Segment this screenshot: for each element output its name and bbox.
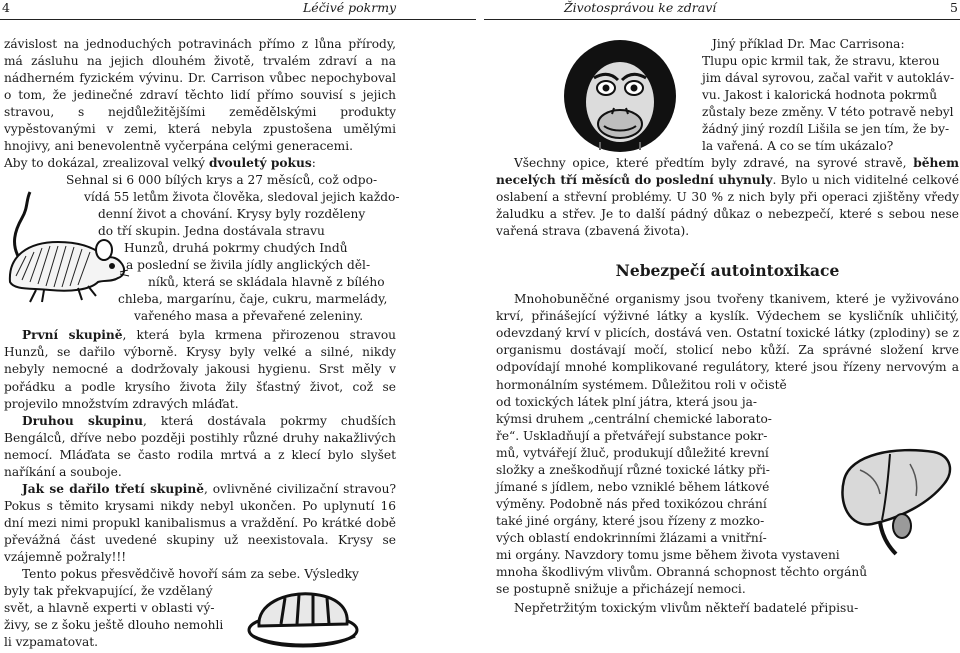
- header-rule: [0, 19, 476, 20]
- page-number: 5: [950, 0, 958, 15]
- text-line: Sehnal si 6 000 bílých krys a 27 měsíců, což odpo-: [66, 173, 378, 188]
- paragraph: [4, 481, 396, 566]
- header-rule: [484, 19, 960, 20]
- text-line: níků, která se skládala hlavně z bílého: [148, 275, 385, 290]
- paragraph: [4, 327, 396, 412]
- section-heading: Nebezpečí autointoxikace: [615, 261, 840, 281]
- text-line: kýmsi druhem „centrální chemické laborato-: [496, 411, 772, 426]
- text-line: denní život a chování. Krysy byly rozděleny: [98, 207, 366, 222]
- text-line: od toxických látek plní játra, která jsou ja-: [496, 394, 758, 409]
- text: , která dostávala pokrmy chudších Bengálců, dříve nebo později postihly různé druhy nakažlivých nemocí. Mláďata se často rodila mrtvá a z klecí bylo slyšet naříkání a souboje.: [4, 413, 396, 479]
- text-line: také jiné orgány, které jsou řízeny z mozko-: [496, 513, 765, 528]
- text-line: do tří skupin. Jedna dostávala stravu: [98, 224, 325, 239]
- text-line: svět, a hlavně experti v oblasti vý-: [4, 601, 215, 616]
- text-line: jim dával syrovou, začal vařit v autokláv-: [702, 71, 955, 85]
- text-line: mi orgány. Navzdory tomu jsme během života vystaveni: [496, 547, 840, 562]
- text-line: a poslední se živila jídly anglických děl-: [126, 258, 371, 273]
- page-number: 4: [2, 0, 10, 15]
- right-page: [484, 0, 960, 653]
- paragraph: Nepřetržitým toxickým vlivům někteří badatelé připisu-: [514, 600, 859, 615]
- left-body: [4, 36, 400, 652]
- text: , ovlivněné civilizační stravou? Pokus s těmito krysami nikdy nebyl ukončen. Po uplynutí 16 dní mezi nimi propukl kanibalismus a vraždění. Po krátké době převážná část uvedené skupiny už neexistovala. Krysy se vzájemně požraly!!!: [4, 481, 397, 564]
- emphasis: během necelých tří měsíců do poslední uhynuly: [496, 156, 959, 188]
- text-line: li vzpamatovat.: [4, 635, 99, 650]
- emphasis: dvouletý pokus: [208, 156, 312, 171]
- paragraph: [496, 155, 959, 240]
- text-line: mů, vytvářejí žluč, produkují důležité krevní: [496, 445, 769, 460]
- text-line: vídá 55 letům života člověka, sledoval jejich každo-: [84, 190, 400, 205]
- running-title: Životosprávou ke zdraví: [564, 0, 717, 15]
- text-line: se postupně snižuje a přicházejí nemoci.: [496, 581, 746, 596]
- text-line: Tento pokus přesvědčivě hovoří sám za sebe. Výsledky: [22, 567, 359, 582]
- text-line: žádný jiný rozdíl Lišila se jen tím, že by-: [702, 122, 950, 136]
- paragraph: Mnohobuněčné organismy jsou tvořeny tkanivem, které je vyživováno krví, přinášející výživné látky a kyslík. Výdechem se kysličník uhličitý, odevzdaný krví v plicích, dostává ven. Ostatní toxické látky (zplodiny) se z organismu dostávají močí, stolicí nebo kůží. Za správné složení krve odpovídají mnohé komplikované regulátory, které jsou řízeny nervovým a hormonálním systémem. Důležitou roli v očistě: [496, 292, 959, 392]
- text: . Bylo u nich viditelné celkové oslabení a střevní problémy. U 30 % z nich byly při operaci zjištěny vředy žaludku a střev. Je to další pádný důkaz o nebezpečí, které s sebou nese vařená strava (zbavená života).: [496, 173, 959, 239]
- text-line: jímané s jídlem, nebo vzniklé během látkové: [496, 479, 770, 494]
- text-line: chleba, margarínu, čaje, cukru, marmelády,: [118, 292, 388, 307]
- text-line: mnoha škodlivým vlivům. Obranná schopnost těchto orgánů: [496, 564, 868, 579]
- paragraph: [4, 413, 396, 481]
- emphasis: Druhou skupinu: [22, 413, 144, 428]
- emphasis: Jak se dařilo třetí skupině: [22, 481, 205, 496]
- ape-text-block: [496, 36, 959, 155]
- text-line: vých oblastí endokrinními žlázami a vnitřní-: [496, 530, 767, 545]
- text-line: Hunzů, druhá pokrmy chudých Indů: [124, 241, 348, 256]
- text-line: zůstaly beze změny. V této potravě nebyl: [702, 105, 954, 119]
- text-line: ře“. Uskladňují a přetvářejí substance pokr-: [496, 428, 768, 443]
- text-line: vařeného masa a převařené zeleniny.: [134, 309, 364, 324]
- paragraph: [4, 155, 396, 172]
- text-line: Tlupu opic krmil tak, že stravu, kterou: [702, 54, 940, 68]
- text-line: složky a zneškodňují různé toxické látky při-: [496, 462, 770, 477]
- running-title: Léčivé pokrmy: [303, 0, 397, 15]
- text-line: živy, se z šoku ještě dlouho nemohli: [4, 618, 224, 633]
- running-header: [484, 0, 960, 16]
- rat-illustration: [0, 186, 130, 306]
- text: :: [311, 156, 316, 171]
- emphasis: První skupině: [22, 328, 123, 343]
- left-page: [0, 0, 478, 653]
- liver-illustration: [830, 440, 958, 564]
- text-line: la vařená. A co se tím ukázalo?: [702, 139, 894, 153]
- running-header: [0, 0, 478, 16]
- text-line: výměny. Podobně nás před toxikózou chrání: [496, 496, 767, 511]
- text-line: vu. Jakost i kalorická hodnota pokrmů: [702, 88, 938, 102]
- text: Aby to dokázal, zrealizoval velký: [4, 156, 209, 171]
- text-line: Jiný příklad Dr. Mac Carrisona:: [712, 37, 905, 51]
- text: Všechny opice, které předtím byly zdravé, na syrové stravě,: [514, 156, 914, 170]
- paragraph: závislost na jednoduchých potravinách přímo z lůna přírody, má zásluhu na jejich dlouhém životě, trvalém zdraví a na nádherném fyzickém vývinu. Dr. Carrison vůbec nepochyboval o tom, že jedinečné zdraví těchto lidí přímo souvisí s jejich stravou, s nejdůležitějšími zemědělskými produkty vypěstovanými v zemi, která nebyla zpustošena umělými hnojivy, ani benevolentně vyčerpána celými generacemi.: [4, 37, 396, 154]
- bread-illustration: [245, 578, 363, 650]
- text: , která byla krmena přirozenou stravou Hunzů, se dařilo výborně. Krysy byly velké a silné, nikdy nebyly nemocné a dodržovaly jakousi hygienu. Srst měly v pořádku a podle krysího života žily šťastný život, což se projevilo množstvím zdravých mláďat.: [4, 328, 397, 411]
- text-line: byly tak překvapující, že vzdělaný: [4, 584, 213, 599]
